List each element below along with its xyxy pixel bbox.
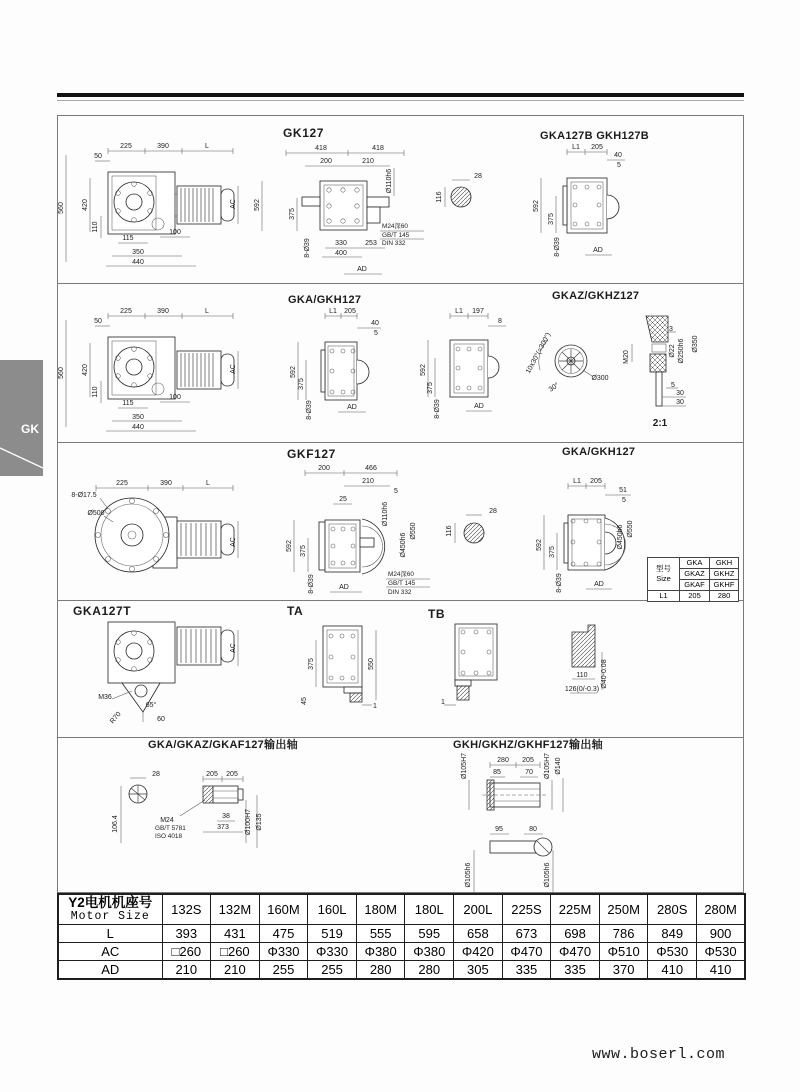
dim-label: 225 <box>116 480 128 487</box>
cell: □260 <box>162 942 211 960</box>
panel-title-gkaz-gkhz127: GKAZ/GKHZ127 <box>552 290 640 302</box>
dim-label: 225 <box>120 143 132 150</box>
dim-label: 375 <box>300 545 307 557</box>
dim-label: Ø135 <box>256 813 263 831</box>
dim-label: AD <box>339 584 349 591</box>
size-cell: GKA <box>680 558 710 569</box>
tb-view <box>441 624 608 706</box>
thread-note-line: M24深60 <box>388 571 414 578</box>
dim-label: 30 <box>676 399 684 406</box>
cell: 475 <box>259 924 308 942</box>
dim-label: Ø22 <box>669 344 676 358</box>
cell: Φ530 <box>697 942 746 960</box>
dim-label: 373 <box>217 824 229 831</box>
panel-title-gkf127: GKF127 <box>287 447 336 461</box>
panel-title-gka127t: GKA127T <box>73 604 132 618</box>
dim-label: 205 <box>591 144 603 151</box>
cell: 698 <box>551 924 600 942</box>
dim-label: L1 <box>329 308 337 315</box>
cell: □260 <box>211 942 260 960</box>
dim-label: 38 <box>222 813 230 820</box>
dim-label: 1 <box>441 699 445 706</box>
top-rule-bar <box>57 93 744 97</box>
dim-label: Ø105H7 <box>544 752 551 780</box>
dim-label: 116 <box>446 525 453 537</box>
table-row-AC <box>58 942 745 960</box>
dim-label: Ø500 <box>87 510 105 517</box>
cell: 410 <box>648 960 697 979</box>
dim-label: 375 <box>289 208 296 220</box>
cell: 673 <box>502 924 551 942</box>
cell: 280 <box>405 960 454 979</box>
dim-label: 5 <box>671 382 675 389</box>
column-header: 225S <box>502 894 551 924</box>
dim-label: L1 <box>455 308 463 315</box>
column-header: 225M <box>551 894 600 924</box>
tab-label: GK <box>21 422 39 436</box>
dim-label: AC <box>230 537 237 547</box>
dim-label: 5 <box>394 488 398 495</box>
dim-label: 205 <box>226 771 238 778</box>
cell: Φ420 <box>454 942 503 960</box>
tb-detail-section <box>572 625 595 667</box>
ta-view <box>301 626 377 710</box>
dim-label: 115 <box>122 235 134 242</box>
dim-label: 390 <box>157 308 169 315</box>
motor-table-header: Y2电机机座号 Motor Size <box>58 894 162 924</box>
shaft-note-line: ISO 4018 <box>155 833 183 840</box>
panel-title-tb: TB <box>428 607 446 621</box>
thread-note-line: GB/T 145 <box>382 232 410 239</box>
dim-label: 8-Ø39 <box>308 574 315 594</box>
dim-label: 110 <box>92 221 99 233</box>
shaft-note-line: M24 <box>160 817 174 824</box>
column-header: 280S <box>648 894 697 924</box>
size-table-header: 型号 Size <box>648 558 680 591</box>
dim-label: 30° <box>547 381 561 394</box>
gka-gkh127-side-view <box>58 308 238 431</box>
dim-label: 253 <box>365 240 377 247</box>
dim-label: L1 <box>573 478 581 485</box>
cell: 255 <box>259 960 308 979</box>
dim-label: 200 <box>318 465 330 472</box>
cell: 335 <box>551 960 600 979</box>
dim-label: Ø40-0.08 <box>601 659 608 689</box>
dim-label: 205 <box>522 757 534 764</box>
dim-label: 592 <box>420 364 427 376</box>
website-url: www.boserl.com <box>592 1046 726 1063</box>
dim-label: 100 <box>169 229 181 236</box>
gkaz-bolt-circle-view <box>524 331 609 393</box>
dim-label: 440 <box>132 259 144 266</box>
cell: 900 <box>697 924 746 942</box>
dim-label: AC <box>230 364 237 374</box>
dim-label: 65° <box>145 702 157 709</box>
cell: Φ470 <box>551 942 600 960</box>
dim-label: 592 <box>254 199 261 211</box>
dim-label: 110 <box>576 672 588 679</box>
dim-label: 8 <box>498 318 502 325</box>
dim-label: 210 <box>362 478 374 485</box>
gkf127-side-view <box>71 480 238 572</box>
dim-label: 280 <box>497 757 509 764</box>
cell: Φ530 <box>648 942 697 960</box>
dim-label: 560 <box>58 202 65 214</box>
dim-label: 80 <box>529 826 537 833</box>
dim-label: M20 <box>623 350 630 364</box>
cell: 431 <box>211 924 260 942</box>
dim-label: 8-Ø17.5 <box>71 492 97 499</box>
dim-label: 420 <box>82 364 89 376</box>
dim-label: 375 <box>298 378 305 390</box>
dim-label: 375 <box>308 658 315 670</box>
cell: Φ470 <box>502 942 551 960</box>
dim-label: 30 <box>676 390 684 397</box>
cell: 555 <box>356 924 405 942</box>
dim-label: 197 <box>472 308 484 315</box>
column-header: 132M <box>211 894 260 924</box>
gka127t-view <box>98 622 238 725</box>
row3-drawings <box>57 443 744 600</box>
dim-label: 8-Ø39 <box>556 573 563 593</box>
dim-label: 466 <box>365 465 377 472</box>
dim-label: 205 <box>590 478 602 485</box>
dim-label: M36 <box>98 694 112 701</box>
cell: 210 <box>162 960 211 979</box>
gk-thumb-tab <box>0 360 43 476</box>
gka-gkh127-rear-view-2 <box>536 478 634 593</box>
dim-label: 116 <box>436 191 443 203</box>
dim-label: 28 <box>152 771 160 778</box>
dim-label: AC <box>230 199 237 209</box>
size-cell: GKH <box>710 558 739 569</box>
size-cell: L1 <box>648 591 680 602</box>
cell: 786 <box>599 924 648 942</box>
size-cell: 280 <box>710 591 739 602</box>
gk127-front-view <box>254 145 424 274</box>
dim-label: Ø450h6 <box>400 532 407 558</box>
size-cell: GKHZ <box>710 569 739 580</box>
cell: 280 <box>356 960 405 979</box>
cell: Φ380 <box>405 942 454 960</box>
dim-label: Ø300 <box>591 375 609 382</box>
table-row-AD <box>58 960 745 979</box>
panel-title-gka-gkh127: GKA/GKH127 <box>288 294 362 306</box>
dim-label: 50 <box>94 153 102 160</box>
cell: Φ380 <box>356 942 405 960</box>
gkh-output-shaft <box>461 753 563 893</box>
row-label: L <box>58 924 162 942</box>
dim-label: 25 <box>339 496 347 503</box>
dim-label: 375 <box>548 213 555 225</box>
row-label: AD <box>58 960 162 979</box>
size-table <box>647 557 739 602</box>
gka-gkh127-shaft-section <box>446 508 497 543</box>
size-cell: GKAZ <box>680 569 710 580</box>
cell: Φ330 <box>259 942 308 960</box>
dim-label: 8-Ø39 <box>306 400 313 420</box>
gkaz-detail-view <box>623 316 699 429</box>
dim-label: L <box>205 143 209 150</box>
cell: 393 <box>162 924 211 942</box>
dim-label: 592 <box>536 539 543 551</box>
dim-label: 5 <box>374 330 378 337</box>
gkf127-front-view <box>286 465 430 596</box>
gka127b-shaft-section <box>436 173 482 207</box>
column-header: 160L <box>308 894 357 924</box>
dim-label: 1 <box>373 703 377 710</box>
cell: Φ510 <box>599 942 648 960</box>
gkaz-gkhz127-rear-view <box>420 308 506 419</box>
tab-diagonal-line <box>0 360 43 476</box>
gka-gkh127-rear-view <box>290 308 381 420</box>
dim-label: 100 <box>169 394 181 401</box>
top-rule-line <box>57 100 744 101</box>
row1-drawings <box>57 115 744 283</box>
shaft-note-line: GB/T 5781 <box>155 825 186 832</box>
dim-label: 8-Ø39 <box>554 237 561 257</box>
panel-title-gka127b: GKA127B GKH127B <box>540 130 650 142</box>
dim-label: 418 <box>315 145 327 152</box>
panel-title-ta: TA <box>287 604 304 618</box>
cell: 255 <box>308 960 357 979</box>
dim-label: 375 <box>427 382 434 394</box>
dim-label: 560 <box>58 367 65 379</box>
size-cell: 205 <box>680 591 710 602</box>
dim-label: 85 <box>493 769 501 776</box>
panel-title-gk127: GK127 <box>283 126 325 140</box>
dim-label: 200 <box>320 158 332 165</box>
gka-output-shaft <box>112 771 263 848</box>
dim-label: Ø550 <box>410 522 417 540</box>
dim-label: L <box>205 308 209 315</box>
size-cell: GKAF <box>680 580 710 591</box>
dim-label: AC <box>230 643 237 653</box>
dim-label: 400 <box>335 250 347 257</box>
dim-label: 440 <box>132 424 144 431</box>
panel-title-shaft-h: GKH/GKHZ/GKHF127输出轴 <box>453 739 603 751</box>
dim-label: Ø105H7 <box>461 752 468 780</box>
detail-scale-label: 2:1 <box>652 418 668 429</box>
panel-title-gka-gkh127-2: GKA/GKH127 <box>562 446 636 458</box>
dim-label: 60 <box>157 716 165 723</box>
dim-label: 40 <box>371 320 379 327</box>
dim-label: Ø100H7 <box>245 808 252 836</box>
dim-label: AD <box>347 404 357 411</box>
dim-label: 8-Ø39 <box>434 399 441 419</box>
dim-label: 550 <box>368 658 375 670</box>
dim-label: Ø105h6 <box>465 862 472 888</box>
dim-label: 5 <box>617 162 621 169</box>
dim-label: 205 <box>206 771 218 778</box>
cell: 849 <box>648 924 697 942</box>
dim-label: 350 <box>132 249 144 256</box>
cell: 410 <box>697 960 746 979</box>
gka127b-rear-view <box>533 144 625 257</box>
row2-drawings <box>57 284 744 442</box>
dim-label: 375 <box>549 546 556 558</box>
table-row-L <box>58 924 745 942</box>
thread-note-line: M24深60 <box>382 223 408 230</box>
cell: 595 <box>405 924 454 942</box>
column-header: 200L <box>454 894 503 924</box>
dim-label: 418 <box>372 145 384 152</box>
dim-label: 95 <box>495 826 503 833</box>
dim-label: 330 <box>335 240 347 247</box>
row-label: AC <box>58 942 162 960</box>
dim-label: 106.4 <box>112 815 119 833</box>
column-header: 160M <box>259 894 308 924</box>
dim-label: Ø450h6 <box>617 524 624 550</box>
dim-label: Ø550 <box>627 520 634 538</box>
dim-label: 592 <box>533 200 540 212</box>
dim-label: 3 <box>669 326 673 333</box>
dim-label: 50 <box>94 318 102 325</box>
dim-label: L1 <box>572 144 580 151</box>
cell: 370 <box>599 960 648 979</box>
dim-label: 10x30°(=300°) <box>524 331 553 375</box>
dim-label: 40 <box>614 152 622 159</box>
row4-drawings <box>57 601 744 737</box>
dim-label: 390 <box>160 480 172 487</box>
dim-label: Ø250h6 <box>678 338 685 364</box>
dim-label: 51 <box>619 487 627 494</box>
dim-label: 420 <box>82 199 89 211</box>
dim-label: R70 <box>109 710 123 726</box>
dim-label: 8-Ø39 <box>304 238 311 258</box>
cell: Φ330 <box>308 942 357 960</box>
panel-title-shaft-a: GKA/GKAZ/GKAF127输出轴 <box>148 739 298 751</box>
dim-label: Ø140 <box>555 757 562 775</box>
cell: 210 <box>211 960 260 979</box>
column-header: 132S <box>162 894 211 924</box>
cell: 519 <box>308 924 357 942</box>
dim-label: Ø105h6 <box>544 862 551 888</box>
dim-label: 225 <box>120 308 132 315</box>
thread-note-line: DIN 332 <box>388 589 412 596</box>
dim-label: 28 <box>474 173 482 180</box>
dim-label: AD <box>594 581 604 588</box>
gk127-side-view <box>58 143 238 266</box>
dim-label: AD <box>474 403 484 410</box>
row5-drawings <box>57 738 744 893</box>
dim-label: 70 <box>525 769 533 776</box>
size-cell: GKHF <box>710 580 739 591</box>
dim-label: 115 <box>122 400 134 407</box>
dim-label: 210 <box>362 158 374 165</box>
dim-label: 45 <box>301 697 308 705</box>
thread-note-line: GB/T 145 <box>388 580 416 587</box>
dim-label: 126(0/-0.3) <box>564 686 600 693</box>
dim-label: Ø350 <box>692 335 699 353</box>
column-header: 280M <box>697 894 746 924</box>
column-header: 180M <box>356 894 405 924</box>
dim-label: 28 <box>489 508 497 515</box>
dim-label: 592 <box>286 540 293 552</box>
dim-label: 205 <box>344 308 356 315</box>
cell: 658 <box>454 924 503 942</box>
motor-size-table <box>57 893 746 980</box>
dim-label: Ø110h6 <box>386 168 393 194</box>
cell: 335 <box>502 960 551 979</box>
dim-label: 350 <box>132 414 144 421</box>
dim-label: 390 <box>157 143 169 150</box>
column-header: 250M <box>599 894 648 924</box>
dim-label: L <box>206 480 210 487</box>
dim-label: 110 <box>92 386 99 398</box>
dim-label: 592 <box>290 366 297 378</box>
thread-note-line: DIN 332 <box>382 240 406 247</box>
dim-label: AD <box>593 247 603 254</box>
column-header: 180L <box>405 894 454 924</box>
dim-label: AD <box>357 266 367 273</box>
dim-label: 5 <box>622 497 626 504</box>
dim-label: Ø110h6 <box>382 501 389 527</box>
cell: 305 <box>454 960 503 979</box>
